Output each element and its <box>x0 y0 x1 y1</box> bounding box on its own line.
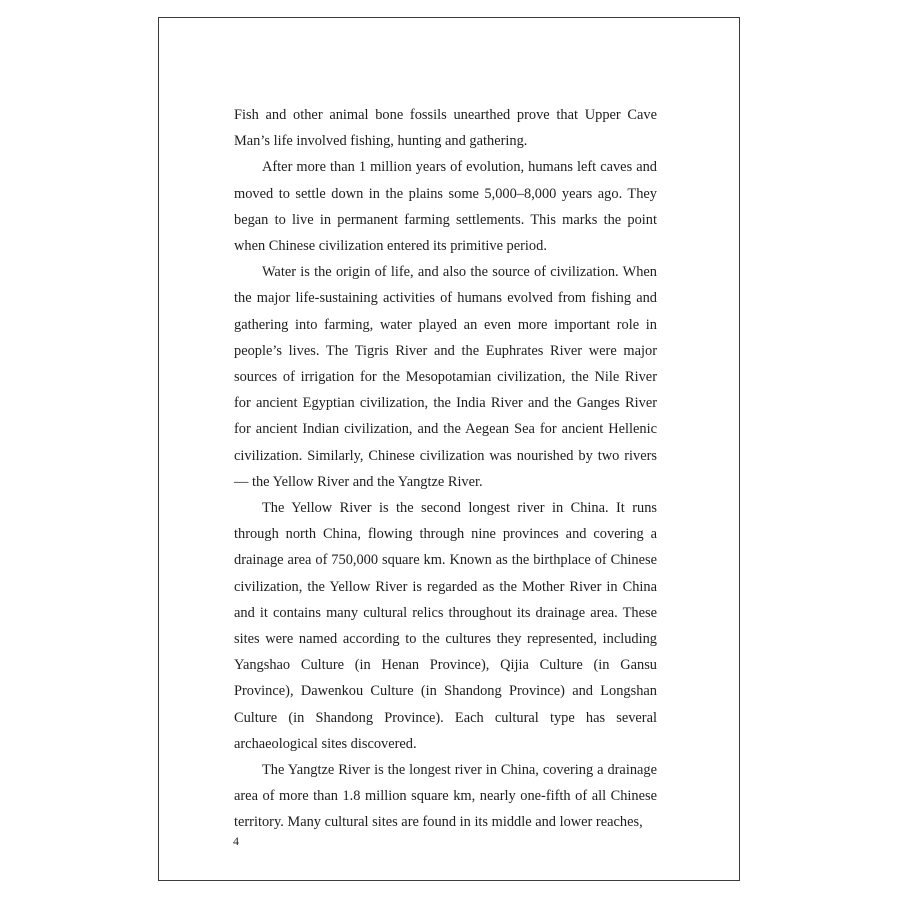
page-number: 4 <box>233 834 239 848</box>
paragraph-yellow-river: The Yellow River is the second longest river in China. It runs through north China, flowing through nine provinces and covering a drainage area of 750,000 square km. Known as the birthplace of Chinese civilization, the Yellow River is regarded as the Mother River in China and it contains many cultural relics throughout its drainage area. These sites were named according to the cultures they represented, including Yangshao Culture (in Henan Province), Qijia Culture (in Gansu Province), Dawenkou Culture (in Shandong Province) and Longshan Culture (in Shandong Province). Each cultural type has several archaeological sites discovered. <box>234 500 657 752</box>
paragraph-yangtze-river: The Yangtze River is the longest river in China, covering a drainage area of more than 1.8 million square km, nearly one-fifth of all Chinese territory. Many cultural sites are found in its middle and lower reaches, <box>234 762 657 831</box>
body-text <box>234 102 657 836</box>
paragraph-water-civilization: Water is the origin of life, and also the source of civilization. When the major life-sustaining activities of humans evolved from fishing and gathering into farming, water played an even more important role in people’s lives. The Tigris River and the Euphrates River were major sources of irrigation for the Mesopotamian civilization, the Nile River for ancient Egyptian civilization, the India River and the Ganges River for ancient Indian civilization, and the Aegean Sea for ancient Hellenic civilization. Similarly, Chinese civilization was nourished by two rivers — the Yellow River and the Yangtze River. <box>234 264 657 490</box>
paragraph-continued: Fish and other animal bone fossils unearthed prove that Upper Cave Man’s life involved fishing, hunting and gathering. <box>234 107 657 150</box>
book-page <box>158 17 740 881</box>
paragraph-evolution: After more than 1 million years of evolution, humans left caves and moved to settle down in the plains some 5,000–8,000 years ago. They began to live in permanent farming settlements. This marks the point when Chinese civilization entered its primitive period. <box>234 159 657 255</box>
